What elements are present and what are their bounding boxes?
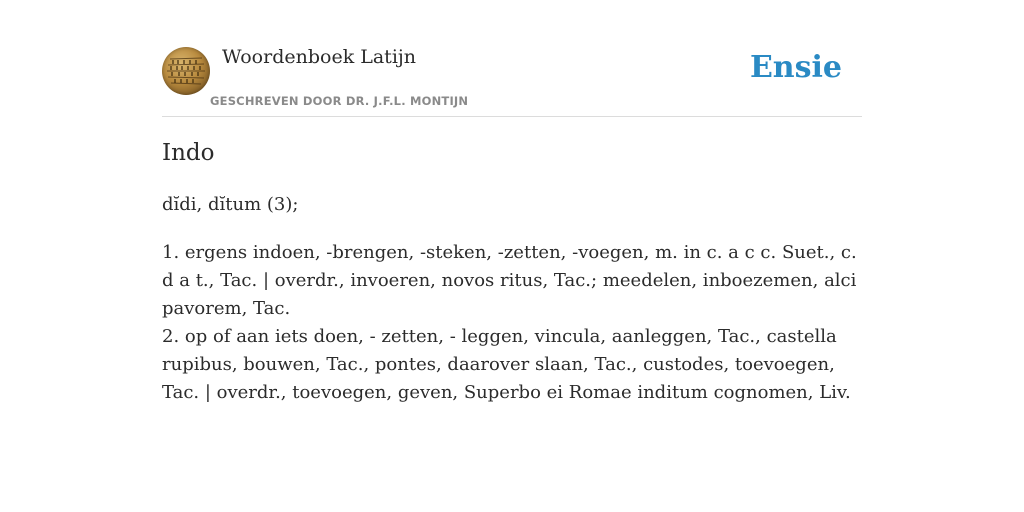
- header: [162, 0, 862, 117]
- brand-logo[interactable]: Ensie: [749, 50, 842, 85]
- latin-inscription-coin-icon[interactable]: [162, 47, 210, 95]
- page: [162, 0, 862, 512]
- entry-forms: dĭdi, dĭtum (3);: [162, 194, 299, 215]
- definition-1: 1. ergens indoen, -brengen, -steken, -zetten, -voegen, m. in c. a c c. Suet., c. d a t., Tac. | overdr., invoeren, novos ritus, Tac.; meedelen, inboezemen, alci pavorem, Tac.: [162, 242, 857, 319]
- definition-2: 2. op of aan iets doen, - zetten, - leggen, vincula, aanleggen, Tac., castella rupibus, bouwen, Tac., pontes, daarover slaan, Tac., custodes, toevoegen, Tac. | overdr., toevoegen, geven, Superbo ei Romae inditum cognomen, Liv.: [162, 326, 851, 403]
- logo-engraving: [162, 47, 210, 95]
- site-title[interactable]: Woordenboek Latijn: [222, 46, 417, 68]
- entry-body: [162, 239, 862, 407]
- author-line: GESCHREVEN DOOR DR. J.F.L. MONTIJN: [210, 94, 469, 108]
- entry-title: Indo: [162, 140, 215, 166]
